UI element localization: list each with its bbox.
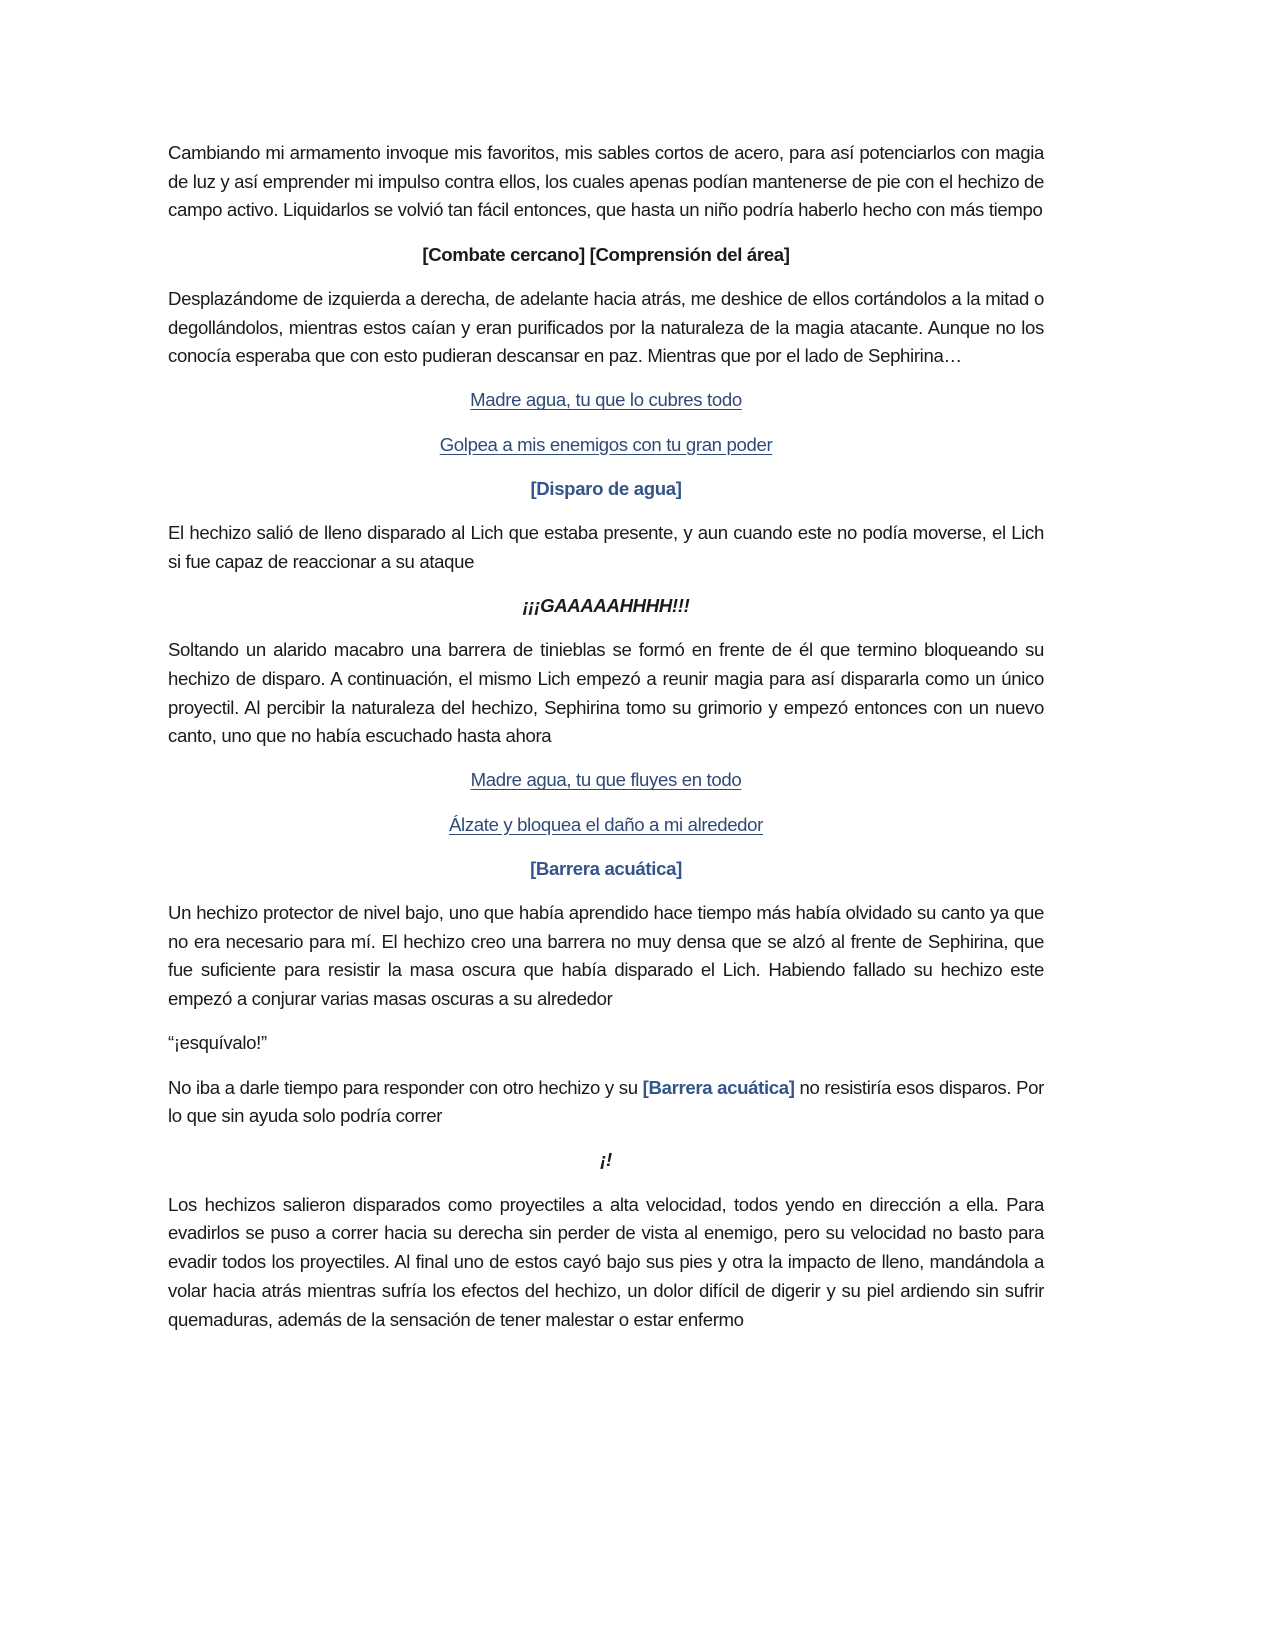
spell-name-inline: [Barrera acuática] <box>642 1076 795 1098</box>
paragraph: Cambiando mi armamento invoque mis favoritos, mis sables cortos de acero, para así potenciarlos con magia de luz y así emprender mi impulso contra ellos, los cuales apenas podían mantenerse de pie con el hechizo de campo activo. Liquidarlos se volvió tan fácil entonces, que hasta un niño podría haberlo hecho con más tiempo <box>168 142 1044 221</box>
spell-name: [Barrera acuática] <box>530 857 682 879</box>
paragraph: El hechizo salió de lleno disparado al Lich que estaba presente, y aun cuando este no podía moverse, el Lich si fue capaz de reaccionar a su ataque <box>168 522 1044 572</box>
paragraph: Soltando un alarido macabro una barrera de tinieblas se formó en frente de él que termino bloqueando su hechizo de disparo. A continuación, el mismo Lich empezó a reunir magia para así dispararla como un único proyectil. Al percibir la naturaleza del hechizo, Sephirina tomo su grimorio y empezó entonces con un nuevo canto, uno que no había escuchado hasta ahora <box>168 639 1044 747</box>
chant-line: Álzate y bloquea el daño a mi alrededor <box>448 813 764 835</box>
document-page <box>168 139 1044 1350</box>
paragraph-text: No iba a darle tiempo para responder con otro hechizo y su <box>168 1076 643 1098</box>
paragraph-text: no resistiría esos disparos. Por lo que sin ayuda solo podría correr <box>168 1076 1044 1127</box>
dialogue: “¡esquívalo!” <box>168 1032 267 1054</box>
spell-name: [Disparo de agua] <box>530 477 682 499</box>
skill-heading: [Combate cercano] [Comprensión del área] <box>422 243 790 265</box>
chant-line: Madre agua, tu que fluyes en todo <box>470 769 742 791</box>
paragraph: Un hechizo protector de nivel bajo, uno que había aprendido hace tiempo más había olvidado su canto ya que no era necesario para mí. El hechizo creo una barrera no muy densa que se alzó al frente de Sephirina, que fue suficiente para resistir la masa oscura que había disparado el Lich. Habiendo fallado su hechizo este empezó a conjurar varias masas oscuras a su alrededor <box>168 902 1044 1010</box>
shout: ¡! <box>600 1149 612 1171</box>
shout: ¡¡¡GAAAAAHHHH!!! <box>522 594 690 616</box>
paragraph: Desplazándome de izquierda a derecha, de adelante hacia atrás, me deshice de ellos cortándolos a la mitad o degollándolos, mientras estos caían y eran purificados por la naturaleza de la magia atacante. Aunque no los conocía esperaba que con esto pudieran descansar en paz. Mientras que por el lado de Sephirina… <box>168 287 1044 367</box>
chant-line: Golpea a mis enemigos con tu gran poder <box>439 433 773 455</box>
paragraph: Los hechizos salieron disparados como proyectiles a alta velocidad, todos yendo en dirección a ella. Para evadirlos se puso a correr hacia su derecha sin perder de vista al enemigo, pero su velocidad no basto para evadir todos los proyectiles. Al final uno de estos cayó bajo sus pies y otra la impacto de lleno, mandándola a volar hacia atrás mientras sufría los efectos del hechizo, un dolor difícil de digerir y su piel ardiendo sin sufrir quemaduras, además de la sensación de tener malestar o estar enfermo <box>168 1193 1044 1330</box>
paragraph <box>168 1074 1044 1131</box>
chant-line: Madre agua, tu que lo cubres todo <box>470 389 742 411</box>
